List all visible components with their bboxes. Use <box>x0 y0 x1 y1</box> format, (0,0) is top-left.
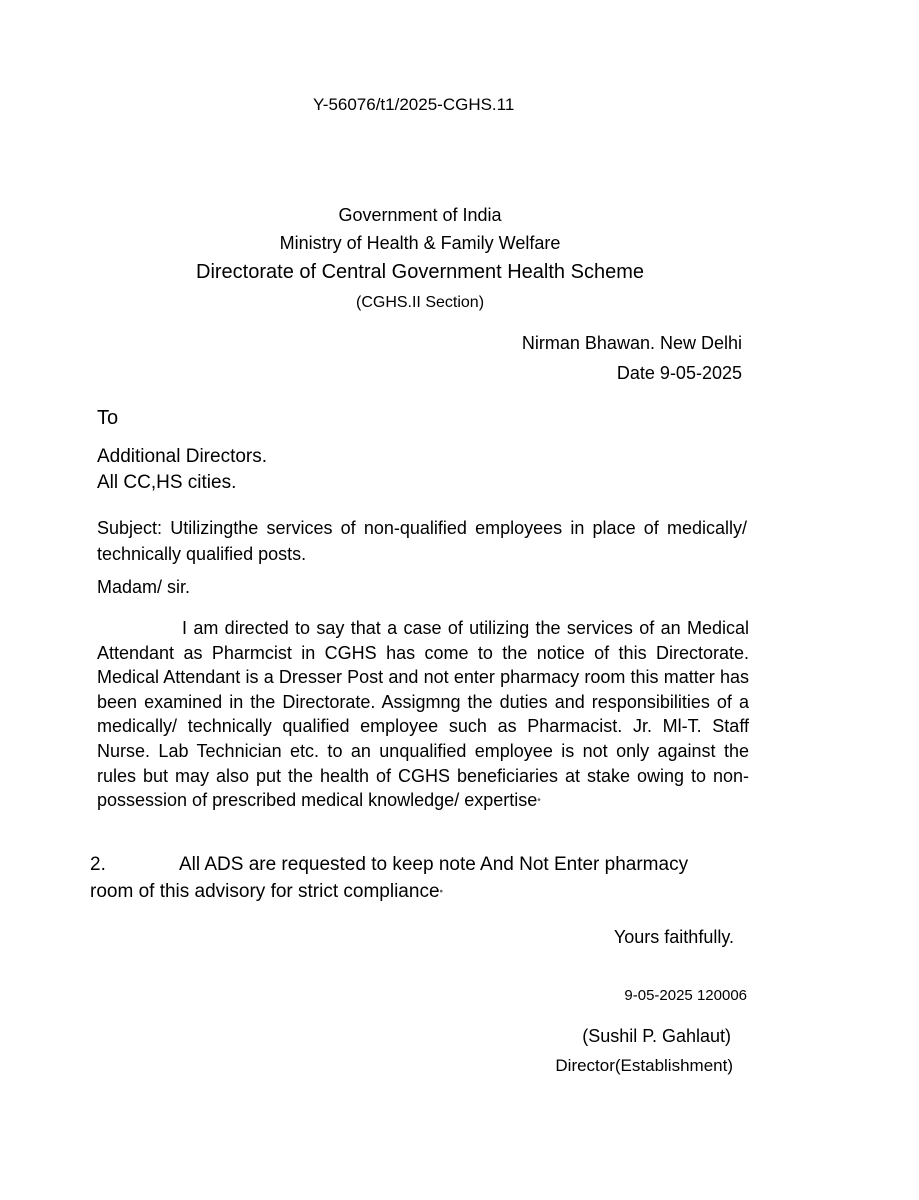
header-directorate: Directorate of Central Government Health Scheme <box>196 261 644 283</box>
paragraph-2-text: All ADS are requested to keep note And Not Enter pharmacy room of this advisory for strict compliance <box>90 854 689 902</box>
closing-phrase: Yours faithfully. <box>613 927 734 947</box>
body-paragraph-1 <box>97 616 749 814</box>
letter-place: Nirman Bhawan. New Delhi <box>521 333 742 353</box>
reference-number: Y-56076/t1/2025-CGHS.11 <box>313 95 515 114</box>
signatory-designation: Director(Establishment) <box>555 1056 733 1075</box>
header-government: Government of India <box>338 205 502 225</box>
subject-line: Subject: Utilizingthe services of non-qualified employees in place of medically/ technically qualified posts. <box>97 518 747 564</box>
addressee-line-1: Additional Directors. <box>97 446 268 467</box>
body-paragraph-2 <box>90 851 730 905</box>
body-paragraph-1-text: I am directed to say that a case of utilizing the services of an Medical Attendant as Pharmcist in CGHS has come to the notice of this Directorate. Medical Attendant is a Dresser Post and not enter pharmacy room this matter has been examined in the Directorate. Assigmng the duties and responsibilities of a medically/ technically qualified employee such as Pharmacist. Jr. Ml-T. Staff Nurse. Lab Technician etc. to an unqualified employee is not only against the rules but may also put the health of CGHS beneficiaries at stake owing to non-possession of prescribed medical knowledge/ expertise <box>97 618 749 811</box>
addressee-line-2: All CC,HS cities. <box>97 472 237 493</box>
salutation: Madam/ sir. <box>97 577 191 597</box>
end-mark: • <box>537 795 541 807</box>
header-ministry: Ministry of Health & Family Welfare <box>279 233 561 253</box>
to-label: To <box>97 407 119 429</box>
paragraph-2-number: 2. <box>90 854 106 875</box>
signatory-name: (Sushil P. Gahlaut) <box>582 1026 731 1046</box>
header-section: (CGHS.II Section) <box>355 294 485 311</box>
signature-timestamp: 9-05-2025 120006 <box>624 987 747 1004</box>
end-mark: • <box>439 886 444 898</box>
letter-date: Date 9-05-2025 <box>616 363 742 383</box>
